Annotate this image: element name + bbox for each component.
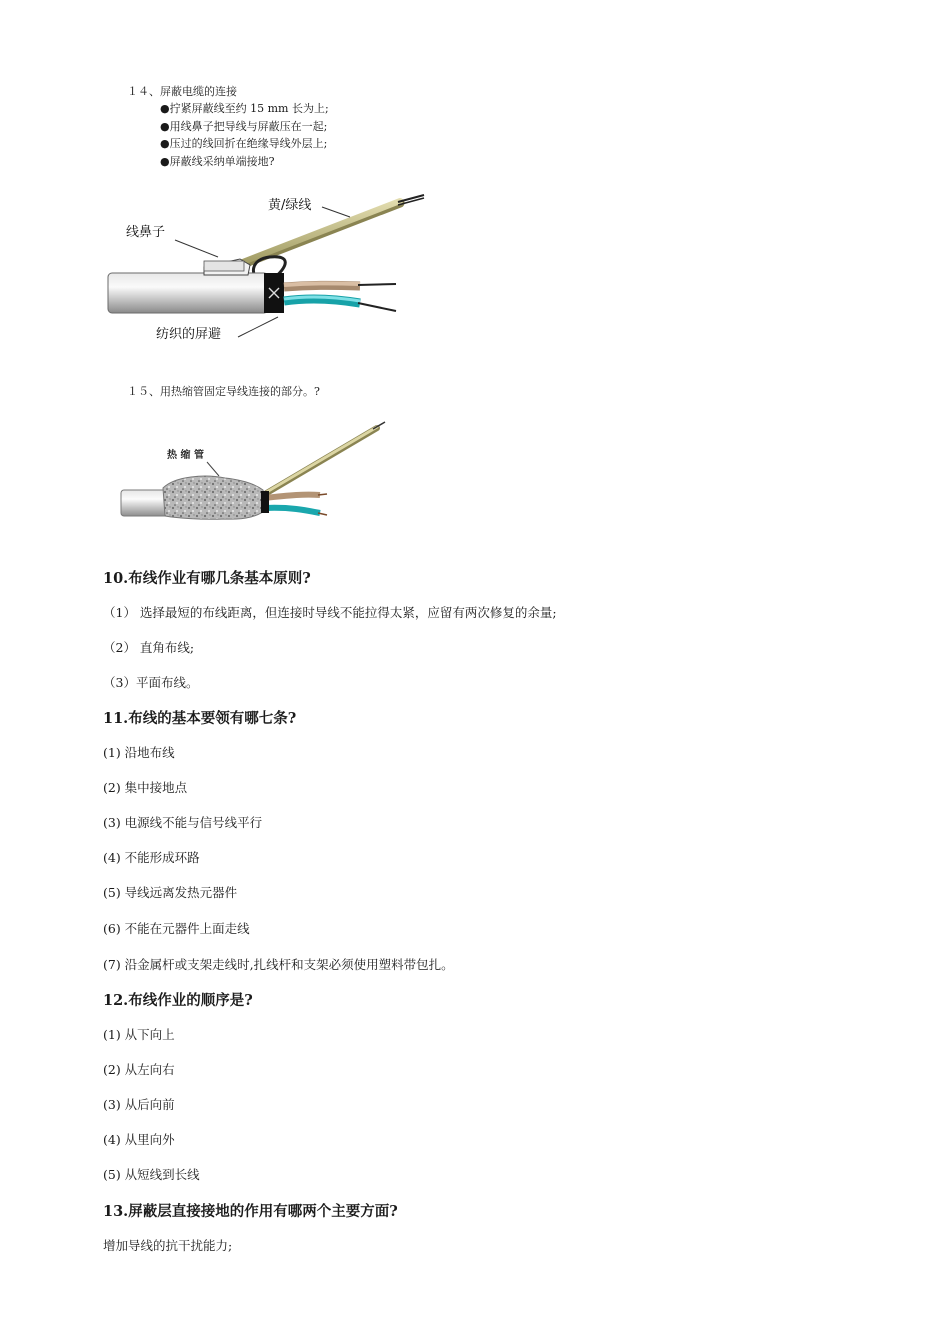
q11-heading: 11.布线的基本要领有哪七条? [103,710,297,727]
bullet-item: ●用线鼻子把导线与屏蔽压在一起; [160,119,328,133]
bullet-item: ●拧紧屏蔽线至约 15 mm 长为上; [160,102,329,115]
q10-heading: 10.布线作业有哪几条基本原则? [103,570,311,587]
list-item: （2） 直角布线; [103,640,195,655]
q13-heading: 13.屏蔽层直接接地的作用有哪两个主要方面? [103,1203,398,1220]
bullet-item: ●屏蔽线采纳单端接地? [160,154,275,168]
label-yellow-green: 黄/绿线 [268,198,312,213]
list-item: （3）平面布线。 [103,675,199,690]
list-item: (3) 电源线不能与信号线平行 [103,815,263,830]
list-item: (5) 导线远离发热元器件 [103,885,238,900]
shielded-cable-figure [100,185,440,355]
list-item: (1) 从下向上 [103,1027,175,1042]
list-item: 增加导线的抗干扰能力; [103,1238,233,1253]
section-14-title: １４、屏蔽电缆的连接 [127,85,237,98]
list-item: (5) 从短线到长线 [103,1167,200,1182]
list-item: （1） 选择最短的布线距离，但连接时导线不能拉得太紧，应留有两次修复的余量; [103,605,557,620]
label-braid: 纺织的屏避 [156,327,222,342]
heat-shrink-figure [115,418,395,528]
label-lug: 线鼻子 [126,225,166,240]
list-item: (3) 从后向前 [103,1097,175,1112]
label-heat-shrink: 热 缩 管 [167,450,204,461]
list-item: (6) 不能在元器件上面走线 [103,921,250,936]
section-15-title: １５、用热缩管固定导线连接的部分。? [127,385,320,398]
q12-heading: 12.布线作业的顺序是? [103,992,253,1009]
list-item: (2) 集中接地点 [103,780,188,795]
section-14-bullets [160,100,329,170]
list-item: (1) 沿地布线 [103,745,175,760]
list-item: (2) 从左向右 [103,1062,175,1077]
bullet-item: ●压过的线回折在绝缘导线外层上; [160,137,328,150]
list-item: (7) 沿金属杆或支架走线时,扎线杆和支架必须使用塑料带包扎。 [103,957,454,972]
list-item: (4) 不能形成环路 [103,850,200,865]
list-item: (4) 从里向外 [103,1132,175,1147]
